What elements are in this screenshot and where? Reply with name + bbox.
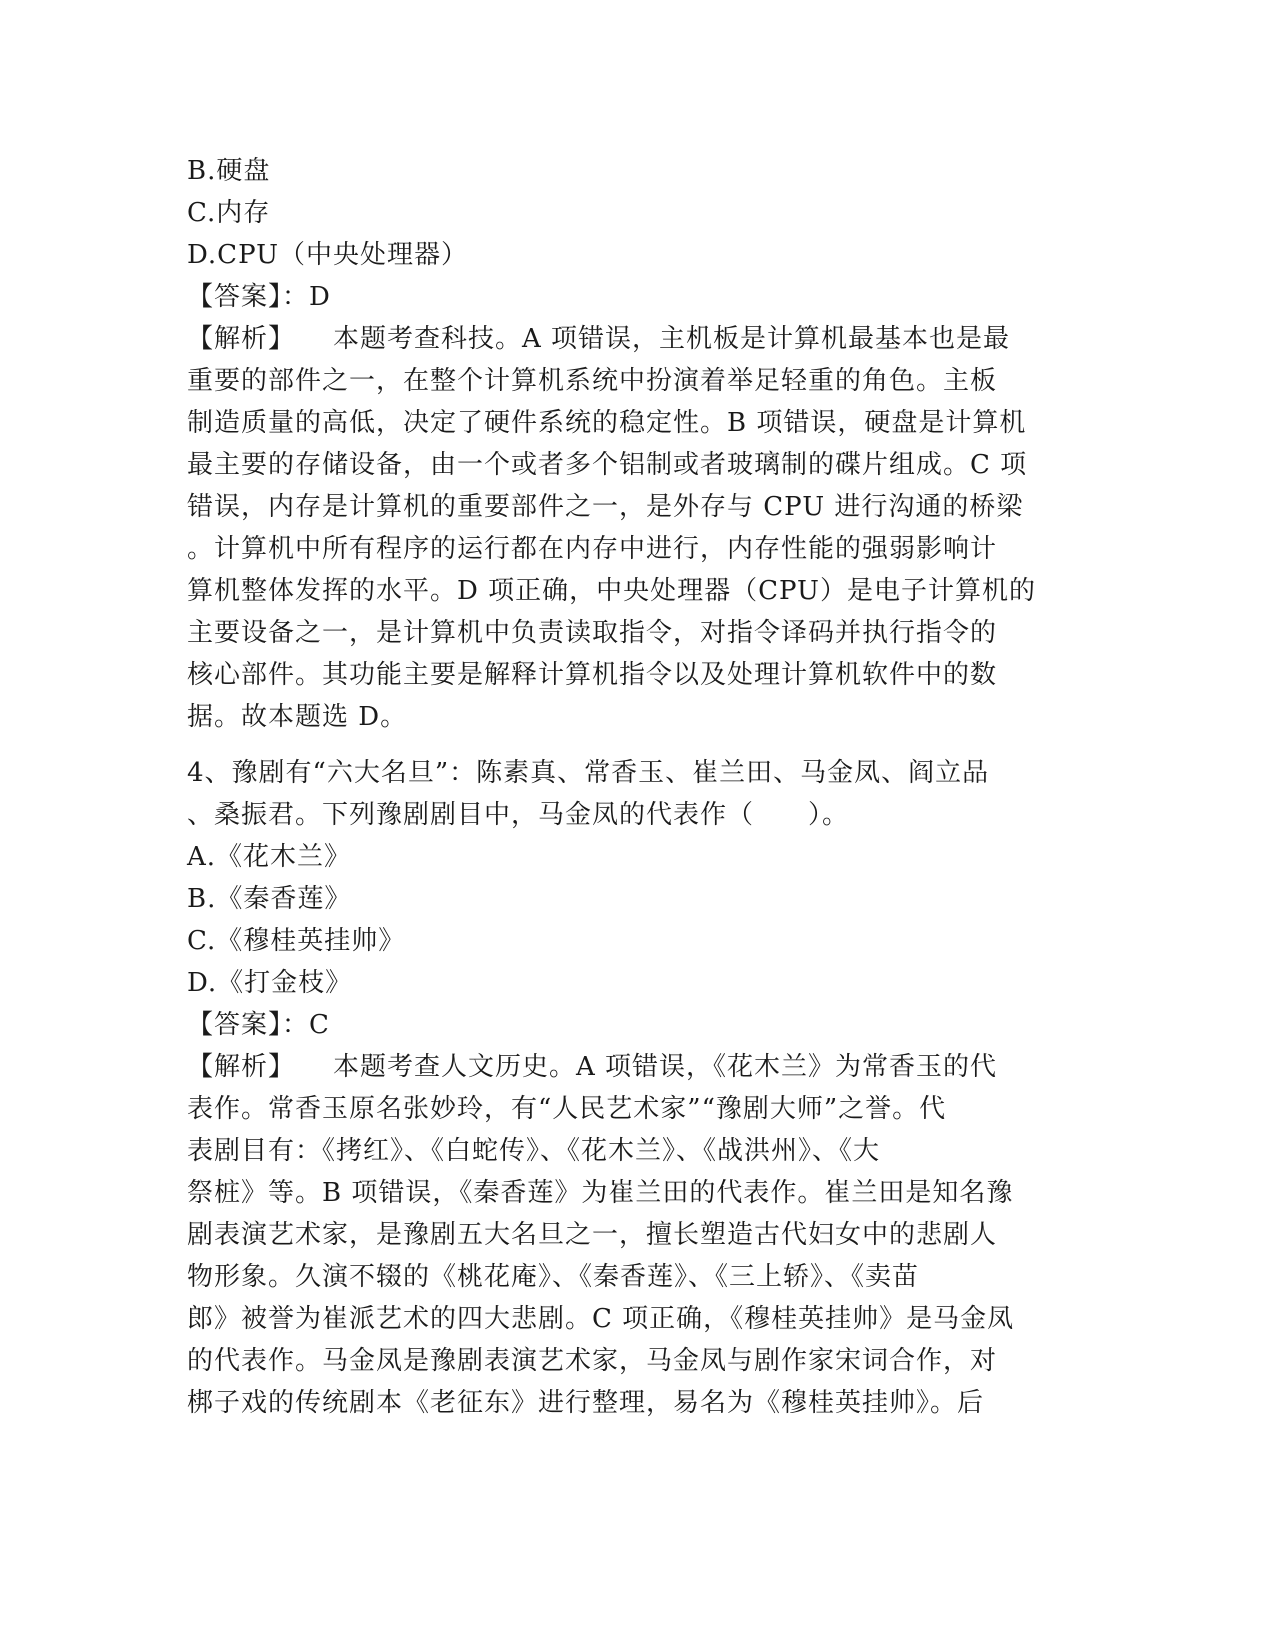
analysis-text: 本题考查科技。A 项错误，主机板是计算机最基本也是最 (333, 324, 1011, 354)
question-text: 、桑振君。下列豫剧剧目中，马金凤的代表作（ ）。 (187, 800, 850, 830)
option-b: B.硬盘 (187, 156, 271, 186)
answer-line (187, 1004, 1087, 1046)
analysis-label: 【解析】 (187, 1052, 296, 1082)
question-4 (187, 752, 1087, 1424)
analysis-text: 算机整体发挥的水平。D 项正确，中央处理器（CPU）是电子计算机的 (187, 576, 1036, 606)
analysis-text: 制造质量的高低，决定了硬件系统的稳定性。B 项错误，硬盘是计算机 (187, 408, 1027, 438)
answer-label: 【答案】： (187, 282, 310, 312)
analysis-text: 表剧目有：《拷红》、《白蛇传》、《花木兰》、《战洪州》、《大 (187, 1136, 881, 1166)
analysis-text: 核心部件。其功能主要是解释计算机指令以及处理计算机软件中的数 (187, 660, 998, 690)
section-gap (187, 738, 1087, 752)
question-3 (187, 150, 1087, 738)
analysis-line (187, 318, 1087, 360)
analysis-text: 梆子戏的传统剧本《老征东》进行整理，易名为《穆桂英挂帅》。后 (187, 1388, 985, 1418)
option-d: D.《打金枝》 (187, 968, 353, 998)
analysis-text: 祭桩》等。B 项错误，《秦香莲》为崔兰田的代表作。崔兰田是知名豫 (187, 1178, 1014, 1208)
analysis-text: 主要设备之一，是计算机中负责读取指令，对指令译码并执行指令的 (187, 618, 998, 648)
option-d: D.CPU（中央处理器） (187, 240, 469, 270)
analysis-text: 本题考查人文历史。A 项错误，《花木兰》为常香玉的代 (333, 1052, 998, 1082)
answer-value: C (309, 1010, 330, 1040)
option-c: C.内存 (187, 198, 271, 228)
analysis-text: 郎》被誉为崔派艺术的四大悲剧。C 项正确，《穆桂英挂帅》是马金凤 (187, 1304, 1015, 1334)
analysis-text: 表作。常香玉原名张妙玲，有“人民艺术家”“豫剧大师”之誉。代 (187, 1094, 947, 1124)
option-c: C.《穆桂英挂帅》 (187, 926, 406, 956)
analysis-text: 据。故本题选 D。 (187, 702, 408, 732)
option-b: B.《秦香莲》 (187, 884, 352, 914)
analysis-text: 错误，内存是计算机的重要部件之一，是外存与 CPU 进行沟通的桥梁 (187, 492, 1024, 522)
analysis-line (187, 1046, 1087, 1088)
answer-value: D (309, 282, 331, 312)
analysis-label: 【解析】 (187, 324, 296, 354)
analysis-text: 剧表演艺术家，是豫剧五大名旦之一，擅长塑造古代妇女中的悲剧人 (187, 1220, 998, 1250)
analysis-text: 的代表作。马金凤是豫剧表演艺术家，马金凤与剧作家宋词合作，对 (187, 1346, 998, 1376)
analysis-text: 最主要的存储设备，由一个或者多个铝制或者玻璃制的碟片组成。C 项 (187, 450, 1028, 480)
analysis-text: 物形象。久演不辍的《桃花庵》、《秦香莲》、《三上轿》、《卖苗 (187, 1262, 920, 1292)
answer-label: 【答案】： (187, 1010, 310, 1040)
answer-line (187, 276, 1087, 318)
analysis-text: 。计算机中所有程序的运行都在内存中进行，内存性能的强弱影响计 (187, 534, 998, 564)
question-text: 4、豫剧有“六大名旦”：陈素真、常香玉、崔兰田、马金凤、阎立品 (187, 758, 990, 788)
option-a: A.《花木兰》 (187, 842, 352, 872)
analysis-text: 重要的部件之一，在整个计算机系统中扮演着举足轻重的角色。主板 (187, 366, 998, 396)
document-page (187, 150, 1087, 1424)
